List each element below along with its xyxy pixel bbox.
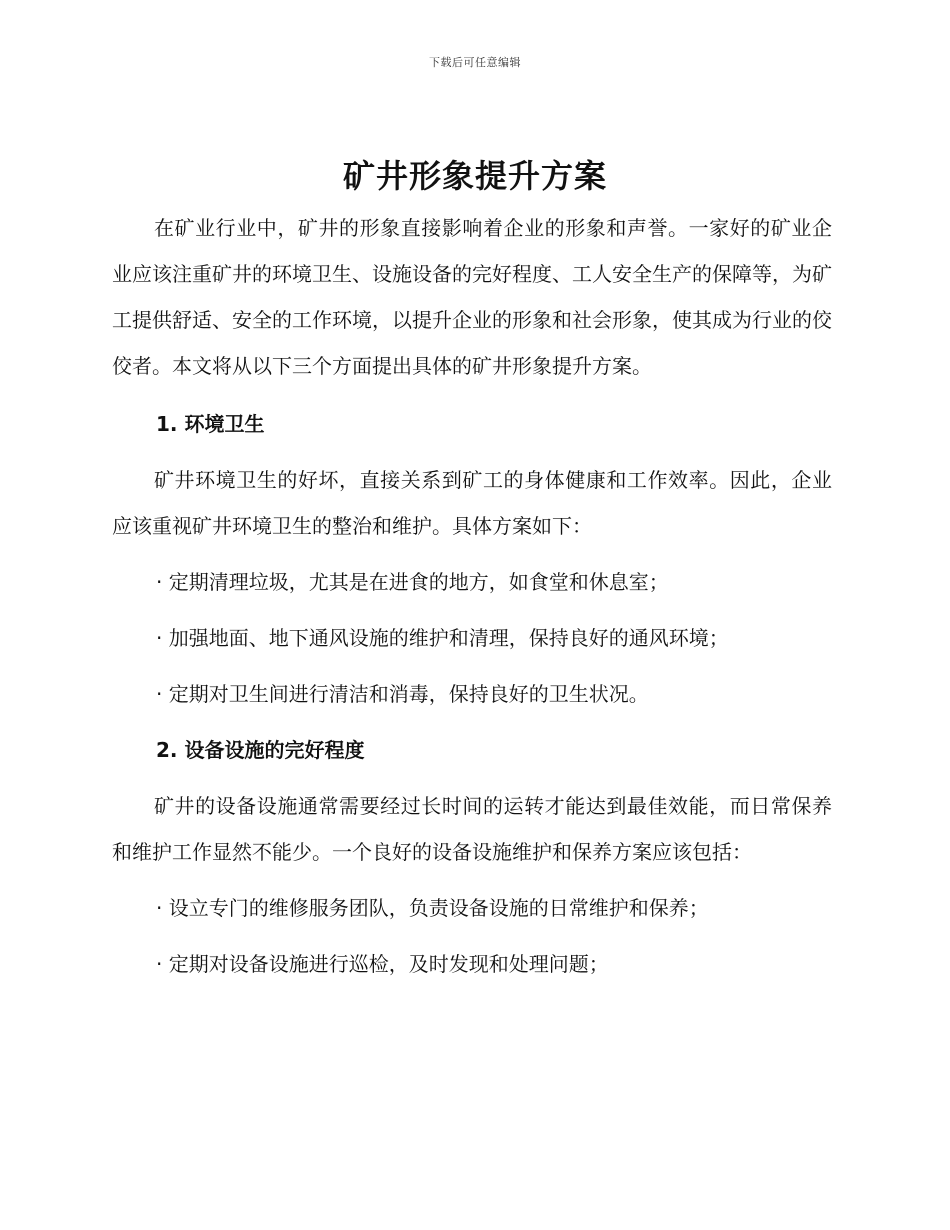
- spacer: [112, 549, 832, 559]
- bullet-item: · 加强地面、地下通风设施的维护和清理，保持良好的通风环境；: [156, 626, 729, 650]
- spacer: [112, 773, 832, 783]
- spacer: [112, 875, 832, 885]
- spacer: [112, 605, 832, 615]
- section-heading: 2. 设备设施的完好程度: [156, 738, 365, 762]
- spacer: [112, 389, 832, 401]
- bullet-item: · 设立专门的维修服务团队，负责设备设施的日常维护和保养；: [156, 896, 709, 920]
- section-environment: [112, 401, 832, 717]
- section-paragraph: 矿井的设备设施通常需要经过长时间的运转才能达到最佳效能，而日常保养和维护工作显然不能少。一个良好的设备设施维护和保养方案应该包括：: [112, 794, 832, 864]
- intro-paragraph: 在矿业行业中，矿井的形象直接影响着企业的形象和声誉。一家好的矿业企业应该注重矿井的环境卫生、设施设备的完好程度、工人安全生产的保障等，为矿工提供舒适、安全的工作环境，以提升企业的形象和社会形象，使其成为行业的佼佼者。本文将从以下三个方面提出具体的矿井形象提升方案。: [112, 216, 832, 378]
- section-paragraph: 矿井环境卫生的好坏，直接关系到矿工的身体健康和工作效率。因此，企业应该重视矿井环境卫生的整治和维护。具体方案如下：: [112, 468, 832, 538]
- bullet-item: · 定期对卫生间进行清洁和消毒，保持良好的卫生状况。: [156, 682, 649, 706]
- spacer: [112, 717, 832, 727]
- document-title: 矿井形象提升方案: [342, 157, 607, 195]
- spacer: [112, 931, 832, 941]
- spacer: [112, 447, 832, 457]
- section-heading: 1. 环境卫生: [156, 412, 265, 436]
- spacer: [112, 661, 832, 671]
- bullet-item: · 定期对设备设施进行巡检，及时发现和处理问题；: [156, 952, 609, 976]
- section-equipment: [112, 727, 832, 987]
- document-body: [112, 205, 832, 987]
- header-note: 下载后可任意编辑: [429, 56, 521, 69]
- bullet-item: · 定期清理垃圾，尤其是在进食的地方，如食堂和休息室；: [156, 570, 669, 594]
